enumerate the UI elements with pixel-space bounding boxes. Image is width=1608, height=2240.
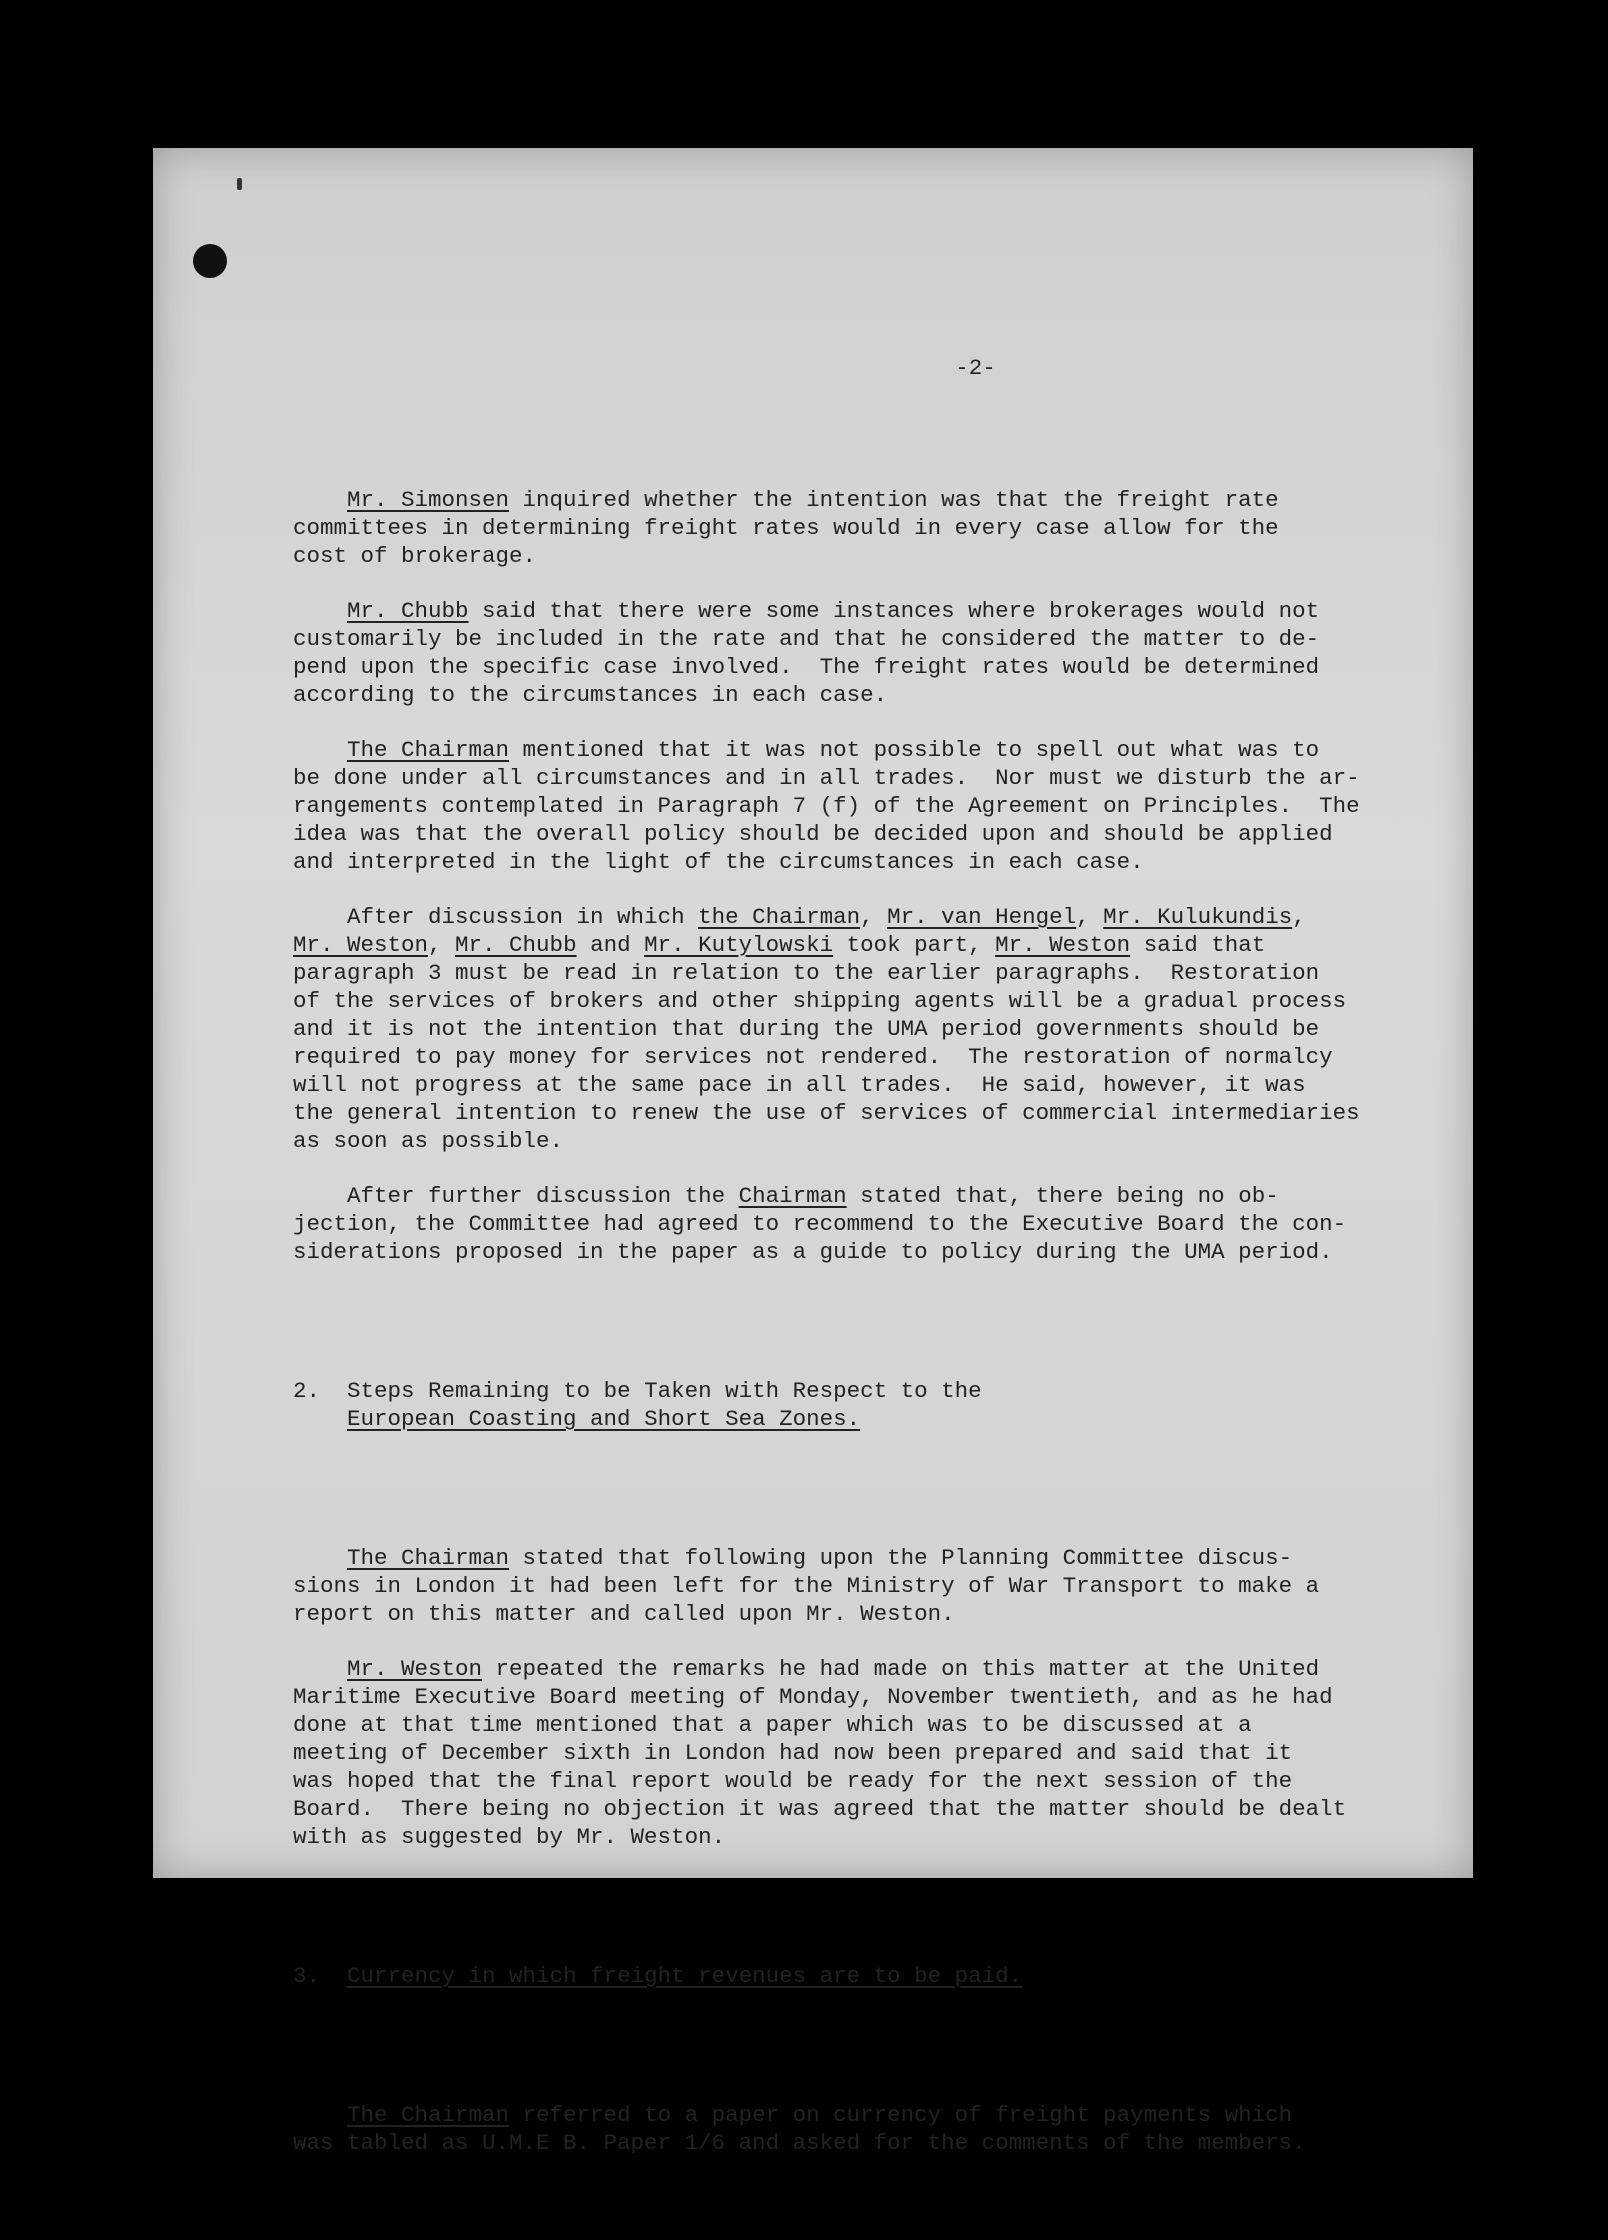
text-line [293, 959, 1408, 987]
underlined-name: Mr. Weston [995, 932, 1131, 958]
text-segment: stated that following upon the Planning Committee discus- [509, 1545, 1293, 1571]
underlined-name: The Chairman [347, 737, 510, 763]
text-segment: idea was that the overall policy should be decided upon and should be applied [293, 821, 1333, 847]
text-line [293, 1544, 1408, 1572]
underlined-name: Mr. Chubb [347, 598, 469, 624]
text-segment: Board. There being no objection it was agreed that the matter should be dealt [293, 1796, 1347, 1822]
text-line [293, 987, 1408, 1015]
text-segment: referred to a paper on currency of freight payments which [509, 2102, 1293, 2128]
text-segment: , [1292, 904, 1306, 930]
section-title: Currency in which freight revenues are to be paid. [347, 1963, 1023, 1989]
text-line [293, 1823, 1408, 1851]
text-line [293, 625, 1408, 653]
text-line [293, 1182, 1408, 1210]
paragraph-group-3 [293, 2101, 1408, 2157]
staple-mark [237, 178, 242, 190]
text-segment: mentioned that it was not possible to spell out what was to [509, 737, 1320, 763]
text-line [293, 653, 1408, 681]
text-line [293, 2101, 1408, 2129]
text-segment: inquired whether the intention was that the freight rate [509, 487, 1279, 513]
text-segment: After discussion in which [347, 904, 699, 930]
text-segment: jection, the Committee had agreed to recommend to the Executive Board the con- [293, 1211, 1347, 1237]
text-line [293, 1015, 1408, 1043]
text-segment: required to pay money for services not rendered. The restoration of normalcy [293, 1044, 1333, 1070]
text-line [293, 514, 1408, 542]
text-segment: committees in determining freight rates would in every case allow for the [293, 515, 1279, 541]
text-line [293, 792, 1408, 820]
text-segment: according to the circumstances in each case. [293, 682, 888, 708]
section-heading-2 [293, 1377, 1408, 1433]
text-line [293, 1099, 1408, 1127]
section-heading-3 [293, 1962, 1408, 1990]
text-line [293, 2129, 1408, 2157]
text-segment: of the services of brokers and other shipping agents will be a gradual process [293, 988, 1347, 1014]
paragraph [293, 2101, 1408, 2157]
underlined-name: The Chairman [347, 2102, 510, 2128]
text-segment: said that there were some instances where brokerages would not [468, 598, 1320, 624]
section-number: 2. [293, 1378, 321, 1404]
text-line [293, 764, 1408, 792]
text-line [293, 1071, 1408, 1099]
underlined-name: Mr. van Hengel [887, 904, 1077, 930]
text-segment: report on this matter and called upon Mr. Weston. [293, 1601, 955, 1627]
section-title-line-2: European Coasting and Short Sea Zones. [347, 1406, 861, 1432]
document-sheet [153, 148, 1473, 2156]
text-segment: and [576, 932, 645, 958]
text-line [293, 1655, 1408, 1683]
paragraph [293, 486, 1408, 570]
paragraph [293, 903, 1408, 1155]
text-line [293, 1127, 1408, 1155]
text-line [293, 1210, 1408, 1238]
text-line [293, 1767, 1408, 1795]
text-segment: and it is not the intention that during the UMA period governments should be [293, 1016, 1320, 1042]
text-line [293, 681, 1408, 709]
text-line [293, 1683, 1408, 1711]
text-segment: was hoped that the final report would be ready for the next session of the [293, 1768, 1293, 1794]
text-line [293, 1238, 1408, 1266]
text-line [293, 931, 1408, 959]
text-segment: paragraph 3 must be read in relation to the earlier paragraphs. Restoration [293, 960, 1320, 986]
underlined-name: Mr. Weston [293, 932, 429, 958]
text-segment: and interpreted in the light of the circumstances in each case. [293, 849, 1144, 875]
underlined-name: Mr. Simonsen [347, 487, 510, 513]
underlined-name: Chairman [738, 1183, 847, 1209]
text-line [293, 597, 1408, 625]
text-line [293, 486, 1408, 514]
text-line [293, 1711, 1408, 1739]
text-line [293, 1043, 1408, 1071]
text-segment: said that [1130, 932, 1266, 958]
text-segment: , [428, 932, 456, 958]
paragraph-group-2 [293, 1544, 1408, 1851]
text-segment: rangements contemplated in Paragraph 7 (f) of the Agreement on Principles. The [293, 793, 1360, 819]
paragraph [293, 1655, 1408, 1851]
text-segment: done at that time mentioned that a paper which was to be discussed at a [293, 1712, 1252, 1738]
text-segment: sions in London it had been left for the Ministry of War Transport to make a [293, 1573, 1320, 1599]
underlined-name: Mr. Weston [347, 1656, 483, 1682]
text-line [293, 736, 1408, 764]
text-segment: as soon as possible. [293, 1128, 564, 1154]
underlined-name: Mr. Kulukundis [1103, 904, 1293, 930]
text-segment: took part, [833, 932, 996, 958]
paragraph [293, 736, 1408, 876]
paragraph [293, 1544, 1408, 1628]
underlined-name: Mr. Chubb [455, 932, 577, 958]
text-line [293, 1739, 1408, 1767]
text-line [293, 903, 1408, 931]
text-line [293, 820, 1408, 848]
text-segment: stated that, there being no ob- [846, 1183, 1279, 1209]
text-segment: will not progress at the same pace in all trades. He said, however, it was [293, 1072, 1306, 1098]
text-segment: meeting of December sixth in London had now been prepared and said that it [293, 1740, 1293, 1766]
text-segment: with as suggested by Mr. Weston. [293, 1824, 726, 1850]
text-segment: cost of brokerage. [293, 543, 537, 569]
paragraph-group-1 [293, 486, 1408, 1266]
section-title-line-1: Steps Remaining to be Taken with Respect to the [347, 1378, 982, 1404]
text-line [293, 1600, 1408, 1628]
text-segment: the general intention to renew the use of services of commercial intermediaries [293, 1100, 1360, 1126]
text-segment: pend upon the specific case involved. The freight rates would be determined [293, 654, 1320, 680]
text-line [293, 848, 1408, 876]
text-segment: After further discussion the [347, 1183, 739, 1209]
text-segment: , [1076, 904, 1104, 930]
text-segment: customarily be included in the rate and that he considered the matter to de- [293, 626, 1320, 652]
punch-hole [193, 244, 227, 278]
text-line [293, 1795, 1408, 1823]
text-segment: siderations proposed in the paper as a guide to policy during the UMA period. [293, 1239, 1333, 1265]
underlined-name: the Chairman [698, 904, 861, 930]
section-number: 3. [293, 1963, 321, 1989]
text-segment: repeated the remarks he had made on this matter at the United [482, 1656, 1320, 1682]
text-line [293, 1572, 1408, 1600]
paragraph [293, 1182, 1408, 1266]
text-segment: be done under all circumstances and in all trades. Nor must we disturb the ar- [293, 765, 1360, 791]
underlined-name: The Chairman [347, 1545, 510, 1571]
text-line [293, 542, 1408, 570]
document-body [293, 298, 1408, 2240]
text-segment: Maritime Executive Board meeting of Monday, November twentieth, and as he had [293, 1684, 1333, 1710]
underlined-name: Mr. Kutylowski [644, 932, 834, 958]
text-segment: , [860, 904, 888, 930]
page-number: -2- [955, 355, 996, 381]
paragraph [293, 597, 1408, 709]
text-segment: was tabled as U.M.E B. Paper 1/6 and asked for the comments of the members. [293, 2130, 1306, 2156]
